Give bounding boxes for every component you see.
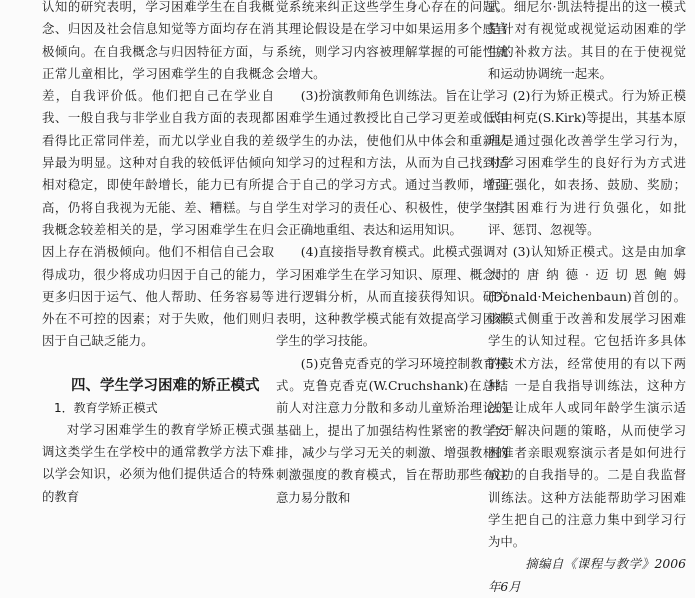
paragraph: 对学习困难学生的教育学矫正模式强调这类学生在学校中的通常教学方法下难以学会知识，必须为他们提供适合的特殊的教育 (42, 421, 274, 504)
text-column-3 (488, 0, 686, 598)
text-column-1 (42, 0, 274, 508)
paragraph: (4)直接指导教育模式。此模式强调对学习困难学生在学习知识、原理、概念时进行逻辑分析，从而直接获得知识。研究表明，这种教学模式能有效提高学习困难学生的学习技能。 (276, 244, 508, 349)
section-heading: 四、学生学习困难的矫正模式 (71, 377, 260, 394)
paragraph: 式。细尼尔·凯法特提出的这一模式是针对有视觉或视觉运动困难的学生的补救方法。其目的在于使视觉和运动协调统一起来。 (488, 0, 686, 81)
paragraph: 觉系统来纠正这些学生身心存在的问题。其理论假设是在学习中如果运用多个感官系统，则学习内容被理解掌握的可能性就会增大。 (276, 0, 508, 81)
paragraph: (2)行为矫正模式。行为矫正模式由柯克(S.Kirk)等提出，其基本原理是通过强化改善学生学习行为，对学习困难学生的良好行为方式进行正强化，如表扬、鼓励、奖励；对其困难行为进行负强化，如批评、惩罚、忽视等。 (488, 88, 686, 237)
paragraph: (3)认知矫正模式。这是由加拿大的唐纳德·迈切恩鲍姆(Donald·Meichenbaun)首创的。该模式侧重于改善和发展学习困难学生的认知过程。它包括许多具体的技术方法，经常使用的有以下两种：一是自我指导训练法，这种方法是让成年人或同年龄学生演示适合于解决问题的策略，从而使学习困难者亲眼观察演示者是如何进行成功的自我指导的。二是自我监督训练法。这种方法能帮助学习困难学生把自己的注意力集中到学习行为中。 (488, 244, 686, 550)
paragraph: (3)扮演教师角色训练法。旨在让学习困难学生通过教授比自己学习更差或低年级学生的办法，使他们从中体会和重新认知学习的过程和方法，从而为自己找到适合于自己的学习方式。通过当教师，增强学生对学习的责任心、积极性，使学生学会正确地重组、表达和运用知识。 (276, 88, 508, 237)
paragraph: (5)克鲁克香克的学习环境控制教育模式。克鲁克香克(W.Cruchshank)在总结前人对注意力分散和多动儿童矫治理论的基础上，提出了加强结构性紧密的教学安排，减少与学习无关的刺激、增强教材的刺激强度的教育模式，旨在帮助那些有注意力易分散和 (276, 355, 508, 505)
source-citation: 摘编自《课程与教学》2006年6月 (488, 556, 686, 594)
paragraph: 认知的研究表明，学习困难学生在自我概念、归因及社会信息知觉等方面均存在消极倾向。在自我概念与归因特征方面，与正常儿童相比，学习困难学生的自我概念差，自我评价低。他们把自己在学业自我、一般自我与非学业自我方面的表现都看得比正常同伴差，而尤以学业自我的差异最为明显。这种对自我的较低评估倾向相对稳定，即使年龄增长，能力已有所提高，仍将自我视为无能、差、糟糕。与自我概念较差相关的是，学习困难学生在归因上存在消极倾向。他们不相信自己会取得成功，很少将成功归因于自己的能力，更多归因于运气、他人帮助、任务容易等外在不可控的因素；对于失败，他们则归因于自己缺乏能力。 (42, 0, 274, 349)
subsection-heading: 1．教育学矫正模式 (54, 400, 158, 415)
text-column-2 (276, 0, 508, 509)
